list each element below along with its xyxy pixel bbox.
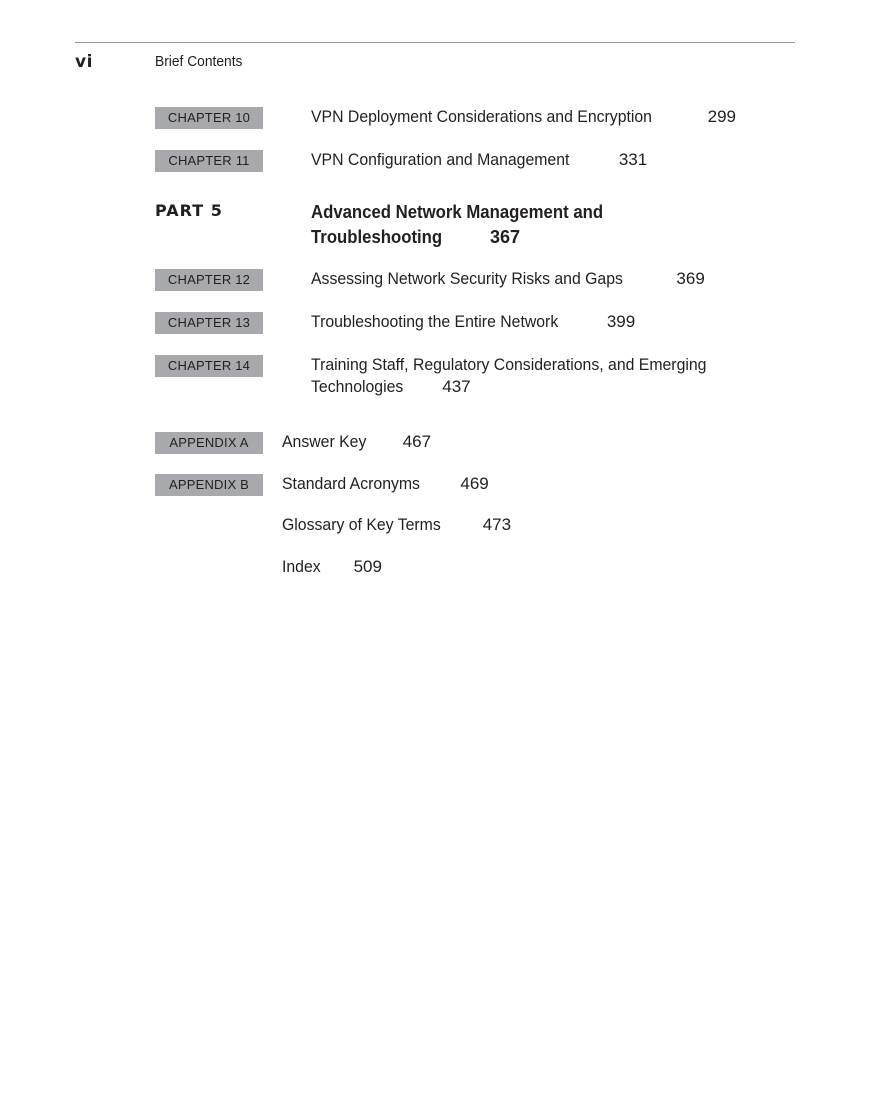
chapter-title: Troubleshooting the Entire Network	[311, 312, 559, 331]
glossary-title: Glossary of Key Terms	[282, 515, 441, 534]
glossary-page: 473	[482, 515, 512, 534]
part-title-line-1: Advanced Network Management and	[311, 202, 604, 222]
chapter-title: VPN Deployment Considerations and Encryption	[311, 107, 652, 126]
chapter-10-entry[interactable]	[311, 106, 736, 128]
index-entry[interactable]	[282, 556, 382, 578]
chapter-page: 331	[618, 150, 648, 169]
appendix-page: 467	[402, 432, 432, 451]
glossary-entry[interactable]	[282, 514, 511, 536]
chapter-12-label: CHAPTER 12	[155, 269, 263, 291]
chapter-13-label: CHAPTER 13	[155, 312, 263, 334]
appendix-title: Standard Acronyms	[282, 474, 420, 493]
appendix-b-entry[interactable]	[282, 473, 489, 495]
chapter-14-label: CHAPTER 14	[155, 355, 263, 377]
appendix-title: Answer Key	[282, 432, 367, 451]
running-head: Brief Contents	[155, 53, 243, 70]
chapter-page: 369	[676, 269, 705, 288]
chapter-12-entry[interactable]	[311, 268, 705, 290]
chapter-title: VPN Configuration and Management	[311, 150, 570, 169]
part-title-line-2: Troubleshooting	[311, 227, 443, 247]
part-page: 367	[490, 227, 521, 247]
chapter-title: Assessing Network Security Risks and Gaps	[311, 269, 623, 288]
appendix-a-entry[interactable]	[282, 431, 431, 453]
chapter-10-label: CHAPTER 10	[155, 107, 263, 129]
page-number: vi	[75, 52, 93, 72]
chapter-title-line-2: Technologies	[311, 377, 404, 396]
appendix-b-label: APPENDIX B	[155, 474, 263, 496]
chapter-11-entry[interactable]	[311, 149, 647, 171]
chapter-page: 437	[442, 377, 471, 396]
chapter-13-entry[interactable]	[311, 311, 635, 333]
chapter-14-entry[interactable]	[311, 354, 736, 398]
chapter-page: 399	[606, 312, 636, 331]
part-5-entry[interactable]	[311, 200, 625, 250]
appendix-a-label: APPENDIX A	[155, 432, 263, 454]
index-title: Index	[282, 557, 321, 576]
chapter-title-line-1: Training Staff, Regulatory Considerations, and Emerging	[311, 355, 707, 374]
index-page: 509	[353, 557, 382, 576]
part-5-label: PART 5	[155, 201, 223, 220]
chapter-page: 299	[707, 107, 737, 126]
appendix-page: 469	[460, 474, 489, 493]
header-rule	[75, 42, 795, 43]
chapter-11-label: CHAPTER 11	[155, 150, 263, 172]
